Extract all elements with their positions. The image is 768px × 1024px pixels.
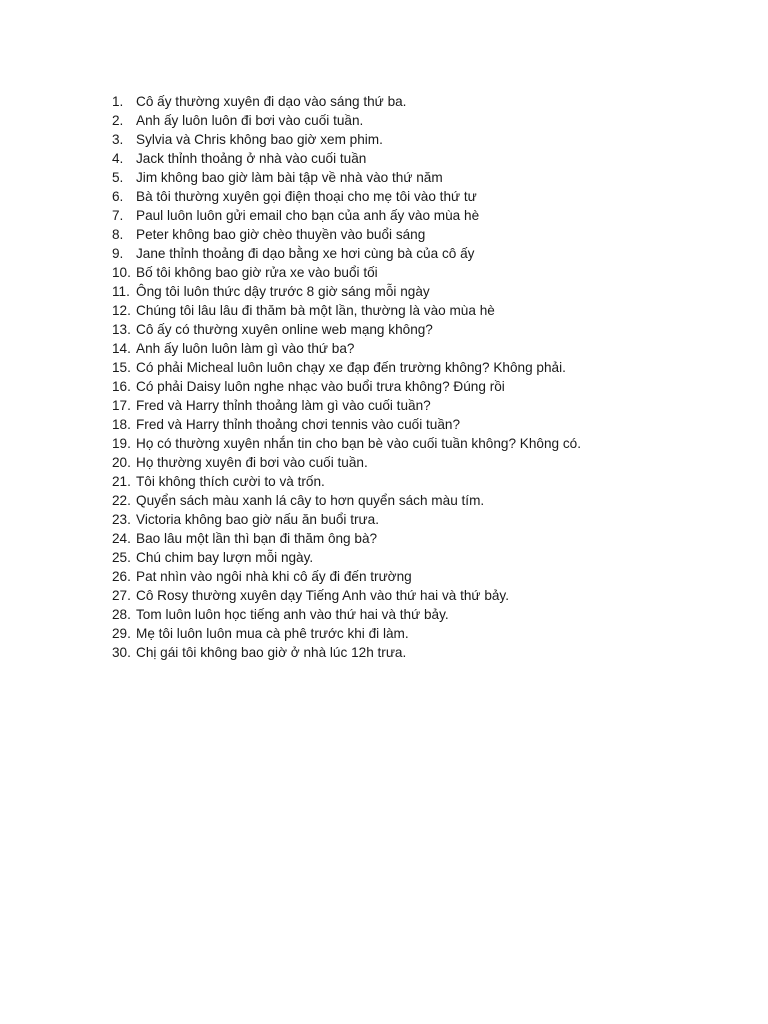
item-text: Có phải Daisy luôn nghe nhạc vào buổi trưa không? Đúng rồi bbox=[136, 379, 505, 394]
item-text: Sylvia và Chris không bao giờ xem phim. bbox=[136, 132, 383, 147]
list-item bbox=[112, 415, 581, 434]
item-number: 2. bbox=[112, 113, 124, 128]
list-item bbox=[112, 472, 581, 491]
list-item bbox=[112, 111, 581, 130]
item-text: Jane thỉnh thoảng đi dạo bằng xe hơi cùng bà của cô ấy bbox=[136, 246, 475, 261]
item-text: Fred và Harry thỉnh thoảng chơi tennis vào cuối tuần? bbox=[136, 417, 461, 432]
item-text: Peter không bao giờ chèo thuyền vào buổi sáng bbox=[136, 227, 426, 242]
item-number: 12. bbox=[112, 303, 131, 318]
list-item bbox=[112, 168, 581, 187]
item-number: 28. bbox=[112, 607, 131, 622]
item-text: Chị gái tôi không bao giờ ở nhà lúc 12h trưa. bbox=[136, 645, 407, 660]
item-text: Bao lâu một lần thì bạn đi thăm ông bà? bbox=[136, 531, 378, 546]
item-number: 30. bbox=[112, 645, 131, 660]
item-text: Có phải Micheal luôn luôn chạy xe đạp đến trường không? Không phải. bbox=[136, 360, 566, 375]
list-item bbox=[112, 396, 581, 415]
item-number: 13. bbox=[112, 322, 131, 337]
item-number: 23. bbox=[112, 512, 131, 527]
list-item bbox=[112, 567, 581, 586]
item-text: Cô ấy có thường xuyên online web mạng không? bbox=[136, 322, 433, 337]
list-item bbox=[112, 358, 581, 377]
list-item bbox=[112, 187, 581, 206]
item-number: 7. bbox=[112, 208, 124, 223]
item-text: Jack thỉnh thoảng ở nhà vào cuối tuần bbox=[136, 151, 367, 166]
item-text: Quyển sách màu xanh lá cây to hơn quyển sách màu tím. bbox=[136, 493, 485, 508]
item-text: Mẹ tôi luôn luôn mua cà phê trước khi đi làm. bbox=[136, 626, 409, 641]
item-number: 4. bbox=[112, 151, 124, 166]
list-item bbox=[112, 510, 581, 529]
list-item bbox=[112, 130, 581, 149]
item-number: 16. bbox=[112, 379, 131, 394]
item-number: 19. bbox=[112, 436, 131, 451]
list-item bbox=[112, 434, 581, 453]
item-number: 9. bbox=[112, 246, 124, 261]
item-number: 5. bbox=[112, 170, 124, 185]
item-number: 27. bbox=[112, 588, 131, 603]
list-item bbox=[112, 206, 581, 225]
list-item bbox=[112, 529, 581, 548]
item-text: Tom luôn luôn học tiếng anh vào thứ hai và thứ bảy. bbox=[136, 607, 449, 622]
item-number: 22. bbox=[112, 493, 131, 508]
item-text: Cô Rosy thường xuyên dạy Tiếng Anh vào thứ hai và thứ bảy. bbox=[136, 588, 509, 603]
item-number: 1. bbox=[112, 94, 124, 109]
list-item bbox=[112, 548, 581, 567]
item-text: Họ thường xuyên đi bơi vào cuối tuần. bbox=[136, 455, 368, 470]
item-number: 14. bbox=[112, 341, 131, 356]
item-text: Pat nhìn vào ngôi nhà khi cô ấy đi đến trường bbox=[136, 569, 412, 584]
list-item bbox=[112, 92, 581, 111]
item-number: 20. bbox=[112, 455, 131, 470]
item-number: 10. bbox=[112, 265, 131, 280]
item-number: 18. bbox=[112, 417, 131, 432]
item-number: 25. bbox=[112, 550, 131, 565]
list-item bbox=[112, 339, 581, 358]
list-item bbox=[112, 624, 581, 643]
item-text: Fred và Harry thỉnh thoảng làm gì vào cuối tuần? bbox=[136, 398, 431, 413]
item-text: Chú chim bay lượn mỗi ngày. bbox=[136, 550, 314, 565]
item-text: Tôi không thích cười to và trốn. bbox=[136, 474, 325, 489]
list-item bbox=[112, 491, 581, 510]
item-number: 11. bbox=[112, 284, 130, 299]
item-number: 8. bbox=[112, 227, 124, 242]
item-number: 29. bbox=[112, 626, 131, 641]
item-number: 24. bbox=[112, 531, 131, 546]
list-item bbox=[112, 320, 581, 339]
item-number: 15. bbox=[112, 360, 131, 375]
sentence-list bbox=[112, 92, 581, 662]
item-text: Chúng tôi lâu lâu đi thăm bà một lần, thường là vào mùa hè bbox=[136, 303, 495, 318]
list-item bbox=[112, 586, 581, 605]
item-text: Jim không bao giờ làm bài tập về nhà vào thứ năm bbox=[136, 170, 443, 185]
item-number: 6. bbox=[112, 189, 124, 204]
item-number: 21. bbox=[112, 474, 131, 489]
item-number: 17. bbox=[112, 398, 131, 413]
item-text: Bà tôi thường xuyên gọi điện thoại cho mẹ tôi vào thứ tư bbox=[136, 189, 477, 204]
item-text: Bố tôi không bao giờ rửa xe vào buổi tối bbox=[136, 265, 378, 280]
item-text: Paul luôn luôn gửi email cho bạn của anh ấy vào mùa hè bbox=[136, 208, 480, 223]
item-number: 3. bbox=[112, 132, 124, 147]
item-text: Anh ấy luôn luôn đi bơi vào cuối tuần. bbox=[136, 113, 364, 128]
list-item bbox=[112, 301, 581, 320]
list-item bbox=[112, 643, 581, 662]
item-text: Victoria không bao giờ nấu ăn buổi trưa. bbox=[136, 512, 379, 527]
item-number: 26. bbox=[112, 569, 131, 584]
item-text: Họ có thường xuyên nhắn tin cho bạn bè vào cuối tuần không? Không có. bbox=[136, 436, 582, 451]
list-item bbox=[112, 225, 581, 244]
list-item bbox=[112, 263, 581, 282]
list-item bbox=[112, 453, 581, 472]
list-item bbox=[112, 605, 581, 624]
list-item bbox=[112, 244, 581, 263]
item-text: Anh ấy luôn luôn làm gì vào thứ ba? bbox=[136, 341, 355, 356]
item-text: Cô ấy thường xuyên đi dạo vào sáng thứ ba. bbox=[136, 94, 407, 109]
list-item bbox=[112, 149, 581, 168]
list-item bbox=[112, 282, 581, 301]
list-item bbox=[112, 377, 581, 396]
item-text: Ông tôi luôn thức dậy trước 8 giờ sáng mỗi ngày bbox=[136, 284, 430, 299]
